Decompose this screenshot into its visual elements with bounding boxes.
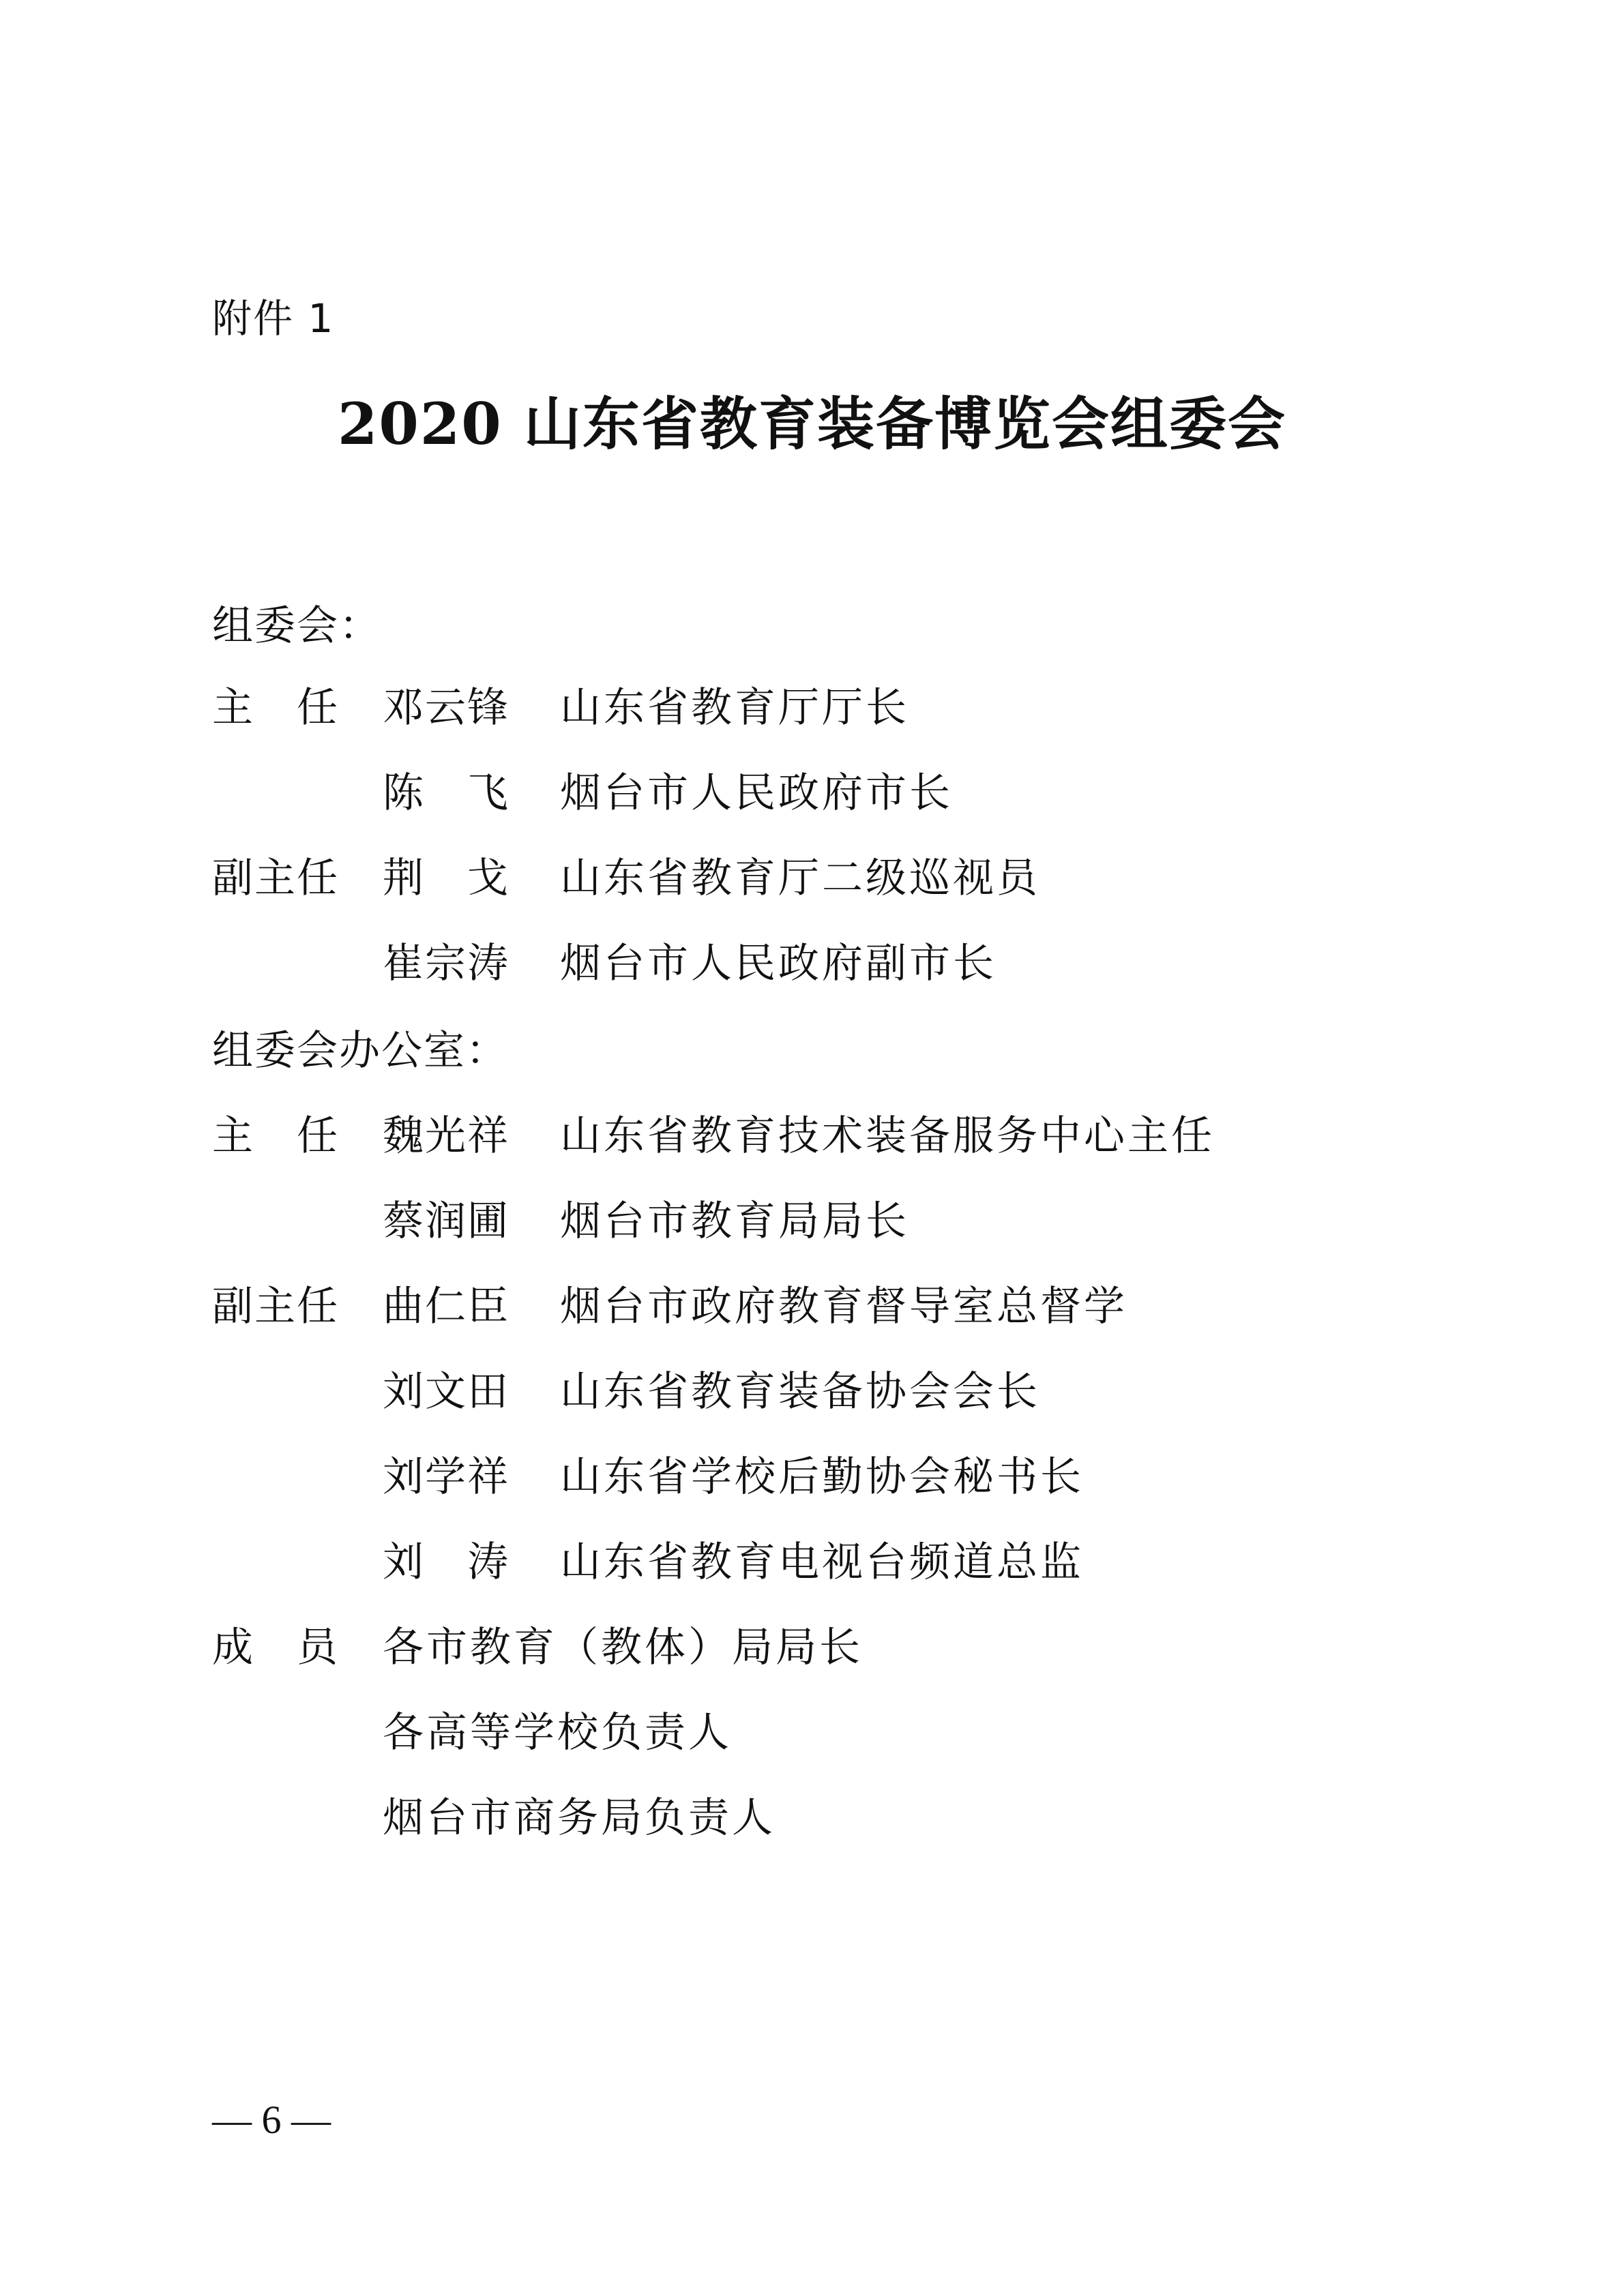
person-position: 烟台市教育局局长	[560, 1197, 909, 1245]
member-entry: 各市教育（教体）局局长	[383, 1624, 863, 1671]
person-name: 荆 戈	[383, 854, 510, 902]
role-label: 主 任	[212, 684, 339, 732]
member-entry: 各高等学校负责人	[383, 1709, 732, 1757]
person-position: 烟台市政府教育督导室总督学	[560, 1283, 1127, 1330]
person-name: 刘文田	[383, 1368, 510, 1416]
person-name: 崔宗涛	[383, 940, 510, 987]
office-heading: 组委会办公室：	[212, 1027, 508, 1075]
person-name: 魏光祥	[383, 1112, 510, 1160]
attachment-label: 附件 1	[212, 295, 335, 342]
document-title: 2020 山东省教育装备博览会组委会	[337, 390, 1287, 458]
person-position: 山东省教育技术装备服务中心主任	[560, 1112, 1215, 1160]
role-label: 副主任	[212, 854, 339, 902]
role-label: 主 任	[212, 1112, 339, 1160]
role-label: 成 员	[212, 1624, 339, 1671]
role-label: 副主任	[212, 1283, 339, 1330]
person-position: 烟台市人民政府副市长	[560, 940, 996, 987]
person-position: 山东省教育电视台频道总监	[560, 1538, 1084, 1586]
person-position: 山东省教育厅厅长	[560, 684, 909, 732]
person-name: 邓云锋	[383, 684, 510, 732]
person-position: 山东省教育装备协会会长	[560, 1368, 1040, 1416]
person-position: 山东省教育厅二级巡视员	[560, 854, 1040, 902]
person-name: 曲仁臣	[383, 1283, 510, 1330]
person-position: 山东省学校后勤协会秘书长	[560, 1453, 1084, 1501]
person-position: 烟台市人民政府市长	[560, 769, 953, 817]
committee-heading: 组委会：	[212, 602, 381, 650]
person-name: 陈 飞	[383, 769, 510, 817]
person-name: 刘学祥	[383, 1453, 510, 1501]
person-name: 蔡润圃	[383, 1197, 510, 1245]
page-number: — 6 —	[212, 2098, 331, 2142]
member-entry: 烟台市商务局负责人	[383, 1794, 776, 1842]
person-name: 刘 涛	[383, 1538, 510, 1586]
